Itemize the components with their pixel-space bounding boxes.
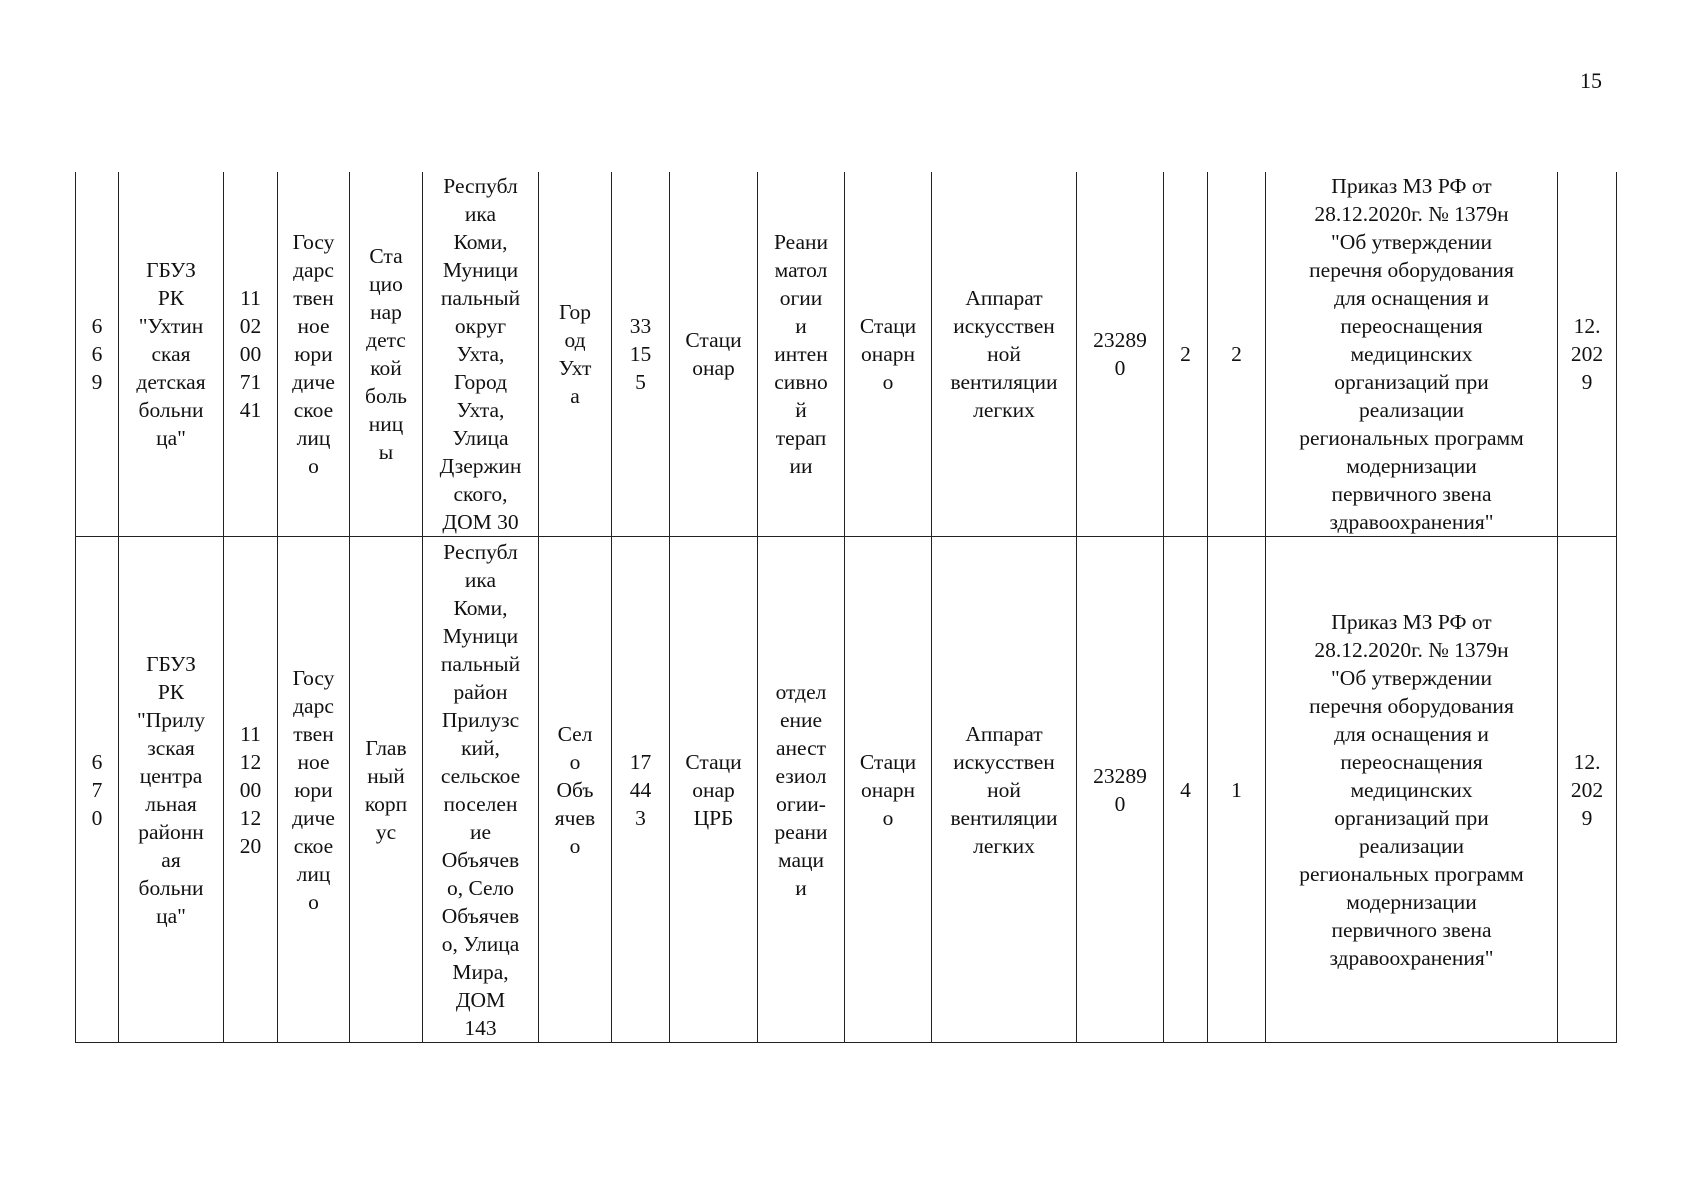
cell-department: Реани матол огии и интен сивно й терап ии	[758, 172, 845, 537]
cell-address: Республ ика Коми, Муници пальный округ Ухта, Город Ухта, Улица Дзержин ского, ДОМ 30	[423, 172, 539, 537]
table-row	[76, 172, 1617, 537]
cell-qty-available: 2	[1208, 172, 1266, 537]
cell-date: 12. 202 9	[1558, 172, 1617, 537]
cell-care-type: Стаци онарн о	[845, 537, 932, 1043]
cell-organization: ГБУЗ РК "Ухтин ская детская больни ца"	[119, 172, 224, 537]
cell-facility-type: Стаци онар ЦРБ	[670, 537, 758, 1043]
equipment-table	[75, 172, 1617, 1043]
table-row	[76, 537, 1617, 1043]
cell-building: Ста цио нар детс кой боль ниц ы	[350, 172, 423, 537]
cell-address: Республ ика Коми, Муници пальный район Прилузс кий, сельское поселен ие Объячев о, Село Объячев о, Улица Мира, ДОМ 143	[423, 537, 539, 1043]
cell-population: 17 44 3	[612, 537, 670, 1043]
cell-basis: Приказ МЗ РФ от 28.12.2020г. № 1379н "Об утверждении перечня оборудования для оснащения и переоснащения медицинских организаций при реализации региональных программ модернизации первичного звена здравоохранения"	[1266, 537, 1558, 1043]
page-number: 15	[1580, 68, 1602, 93]
cell-department: отдел ение анест езиол огии- реани маци и	[758, 537, 845, 1043]
cell-qty-available: 1	[1208, 537, 1266, 1043]
cell-qty-required: 2	[1164, 172, 1208, 537]
cell-settlement: Гор од Ухт а	[539, 172, 612, 537]
cell-equipment: Аппарат искусствен ной вентиляции легких	[932, 537, 1077, 1043]
cell-facility-type: Стаци онар	[670, 172, 758, 537]
cell-equipment: Аппарат искусствен ной вентиляции легких	[932, 172, 1077, 537]
cell-row-number: 6 6 9	[76, 172, 119, 537]
cell-row-number: 6 7 0	[76, 537, 119, 1043]
cell-legal-form: Госу дарс твен ное юри диче ское лиц о	[278, 537, 350, 1043]
cell-population: 33 15 5	[612, 172, 670, 537]
cell-organization: ГБУЗ РК "Прилу зская центра льная районн ая больни ца"	[119, 537, 224, 1043]
cell-legal-form: Госу дарс твен ное юри диче ское лиц о	[278, 172, 350, 537]
cell-date: 12. 202 9	[1558, 537, 1617, 1043]
cell-qty-required: 4	[1164, 537, 1208, 1043]
cell-settlement: Сел о Объ ячев о	[539, 537, 612, 1043]
cell-building: Глав ный корп ус	[350, 537, 423, 1043]
cell-ogrn: 11 12 00 12 20	[224, 537, 278, 1043]
cell-code: 23289 0	[1077, 172, 1164, 537]
cell-code: 23289 0	[1077, 537, 1164, 1043]
cell-ogrn: 11 02 00 71 41	[224, 172, 278, 537]
cell-basis: Приказ МЗ РФ от 28.12.2020г. № 1379н "Об утверждении перечня оборудования для оснащения и переоснащения медицинских организаций при реализации региональных программ модернизации первичного звена здравоохранения"	[1266, 172, 1558, 537]
cell-care-type: Стаци онарн о	[845, 172, 932, 537]
